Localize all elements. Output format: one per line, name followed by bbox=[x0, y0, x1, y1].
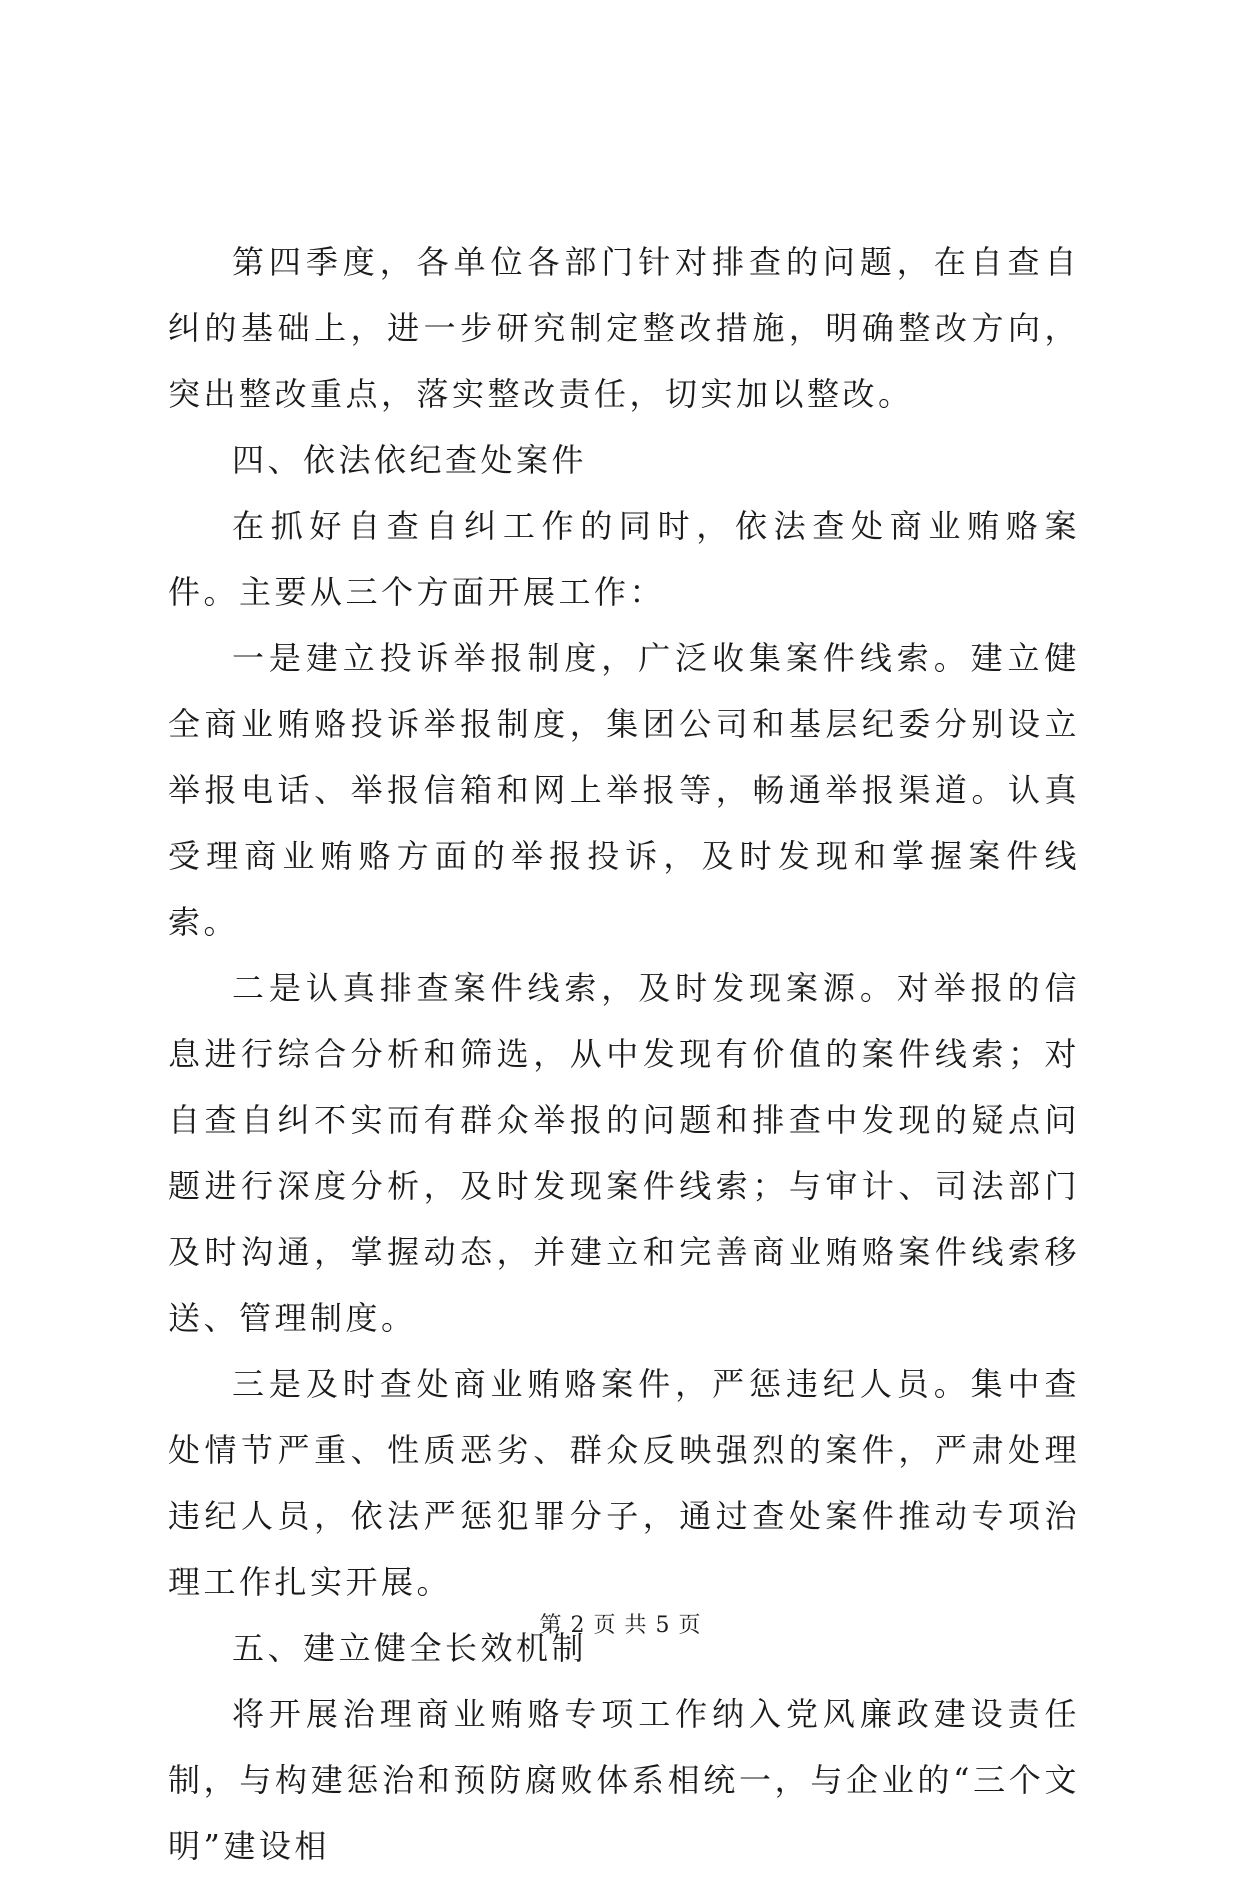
section-heading-4: 四、依法依纪查处案件 bbox=[232, 441, 588, 479]
paragraph-rectification: 第四季度，各单位各部门针对排查的问题，在自查自纠的基础上，进一步研究制定整改措施，明确整改方向，突出整改重点，落实整改责任，切实加以整改。 bbox=[168, 243, 1080, 413]
paragraph-investigate-clues: 二是认真排查案件线索，及时发现案源。对举报的信息进行综合分析和筛选，从中发现有价值的案件线索；对自查自纠不实而有群众举报的问题和排查中发现的疑点问题进行深度分析，及时发现案件线索；与审计、司法部门及时沟通，掌握动态，并建立和完善商业贿赂案件线索移送、管理制度。 bbox=[168, 969, 1080, 1337]
paragraph-punish-cases: 三是及时查处商业贿赂案件，严惩违纪人员。集中查处情节严重、性质恶劣、群众反映强烈的案件，严肃处理违纪人员，依法严惩犯罪分子，通过查处案件推动专项治理工作扎实开展。 bbox=[168, 1365, 1080, 1601]
page-number-footer: 第 2 页 共 5 页 bbox=[539, 1613, 702, 1638]
paragraph-complaint-system: 一是建立投诉举报制度，广泛收集案件线索。建立健全商业贿赂投诉举报制度，集团公司和基层纪委分别设立举报电话、举报信箱和网上举报等，畅通举报渠道。认真受理商业贿赂方面的举报投诉，及时发现和掌握案件线索。 bbox=[168, 639, 1080, 941]
paragraph-intro-cases: 在抓好自查自纠工作的同时，依法查处商业贿赂案件。主要从三个方面开展工作： bbox=[168, 507, 1080, 611]
paragraph-long-term-mechanism: 将开展治理商业贿赂专项工作纳入党风廉政建设责任制，与构建惩治和预防腐败体系相统一，与企业的“三个文明”建设相 bbox=[168, 1695, 1080, 1865]
section-heading-5: 五、建立健全长效机制 bbox=[232, 1629, 588, 1667]
